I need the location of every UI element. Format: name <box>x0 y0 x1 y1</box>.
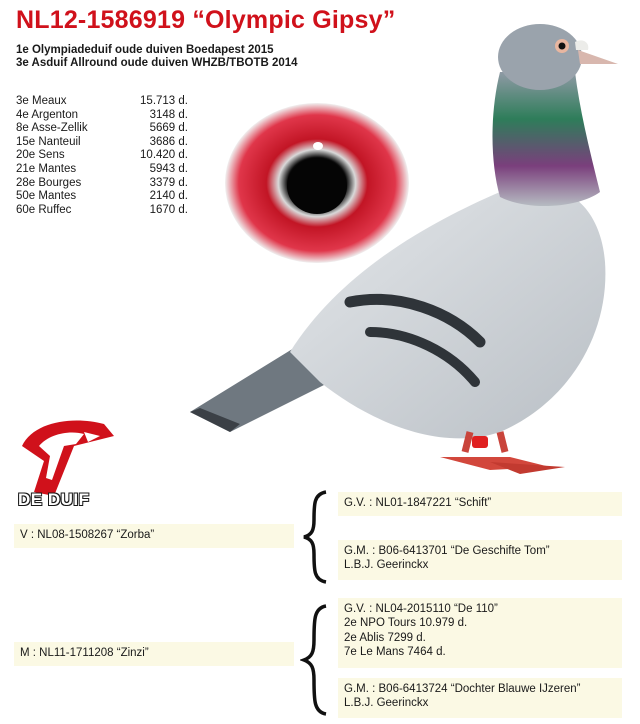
sire-mother-label: G.M. : B06-6413701 “De Geschifte Tom” <box>344 545 550 557</box>
result-place: 50e Mantes <box>16 190 77 203</box>
result-place: 28e Bourges <box>16 176 82 189</box>
sire-father-label: G.V. : NL01-1847221 “Schift” <box>344 497 492 509</box>
dam-father-result: 2e Ablis 7299 d. <box>344 631 426 644</box>
dam-mother-breeder: L.B.J. Geerinckx <box>344 697 429 710</box>
result-row <box>16 204 188 218</box>
sire-mother-box <box>338 540 622 580</box>
result-birds: 15.713 d. <box>140 95 188 107</box>
result-birds: 5943 d. <box>149 162 188 175</box>
honour-2: 3e Asduif Allround oude duiven WHZB/TBOTB 2014 <box>16 57 298 69</box>
result-birds: 5669 d. <box>149 122 188 135</box>
dam-mother-box <box>338 678 622 718</box>
result-place: 60e Ruffec <box>16 203 72 216</box>
result-place: 3e Meaux <box>16 95 67 107</box>
result-place: 21e Mantes <box>16 162 77 175</box>
results-list <box>16 95 188 217</box>
sire-label: V : NL08-1508267 “Zorba” <box>20 529 155 541</box>
result-place: 4e Argenton <box>16 108 79 121</box>
result-birds: 2140 d. <box>149 190 188 203</box>
dam-father-result: 2e NPO Tours 10.979 d. <box>344 617 468 630</box>
result-row <box>16 190 188 204</box>
sire-box <box>14 524 294 548</box>
result-birds: 10.420 d. <box>140 149 188 162</box>
dam-father-result: 7e Le Mans 7464 d. <box>344 646 446 659</box>
result-row <box>16 109 188 123</box>
result-place: 20e Sens <box>16 149 65 162</box>
dam-father-label: G.V. : NL04-2015110 “De 110” <box>344 603 498 615</box>
result-birds: 1670 d. <box>149 203 188 216</box>
dam-box <box>14 642 294 666</box>
result-place: 15e Nanteuil <box>16 135 81 148</box>
eye-closeup-image <box>222 100 412 266</box>
honour-1: 1e Olympiadeduif oude duiven Boedapest 2015 <box>16 44 274 56</box>
result-row <box>16 95 188 109</box>
result-row <box>16 163 188 177</box>
brace-icon <box>300 490 330 584</box>
dam-label: M : NL11-1711208 “Zinzi” <box>20 647 149 659</box>
result-row <box>16 122 188 136</box>
dam-mother-label: G.M. : B06-6413724 “Dochter Blauwe IJzeren” <box>344 683 581 695</box>
result-birds: 3379 d. <box>149 176 188 189</box>
result-row <box>16 149 188 163</box>
result-row <box>16 177 188 191</box>
brace-icon <box>300 604 330 716</box>
page-title: NL12-1586919 “Olympic Gipsy” <box>16 6 396 34</box>
result-row <box>16 136 188 150</box>
sire-father-box <box>338 492 622 516</box>
result-birds: 3686 d. <box>149 135 188 148</box>
sire-mother-breeder: L.B.J. Geerinckx <box>344 559 429 572</box>
dam-father-box <box>338 598 622 668</box>
result-birds: 3148 d. <box>149 108 188 121</box>
logo-text: DE DUIF <box>18 490 90 509</box>
result-place: 8e Asse-Zellik <box>16 122 88 135</box>
